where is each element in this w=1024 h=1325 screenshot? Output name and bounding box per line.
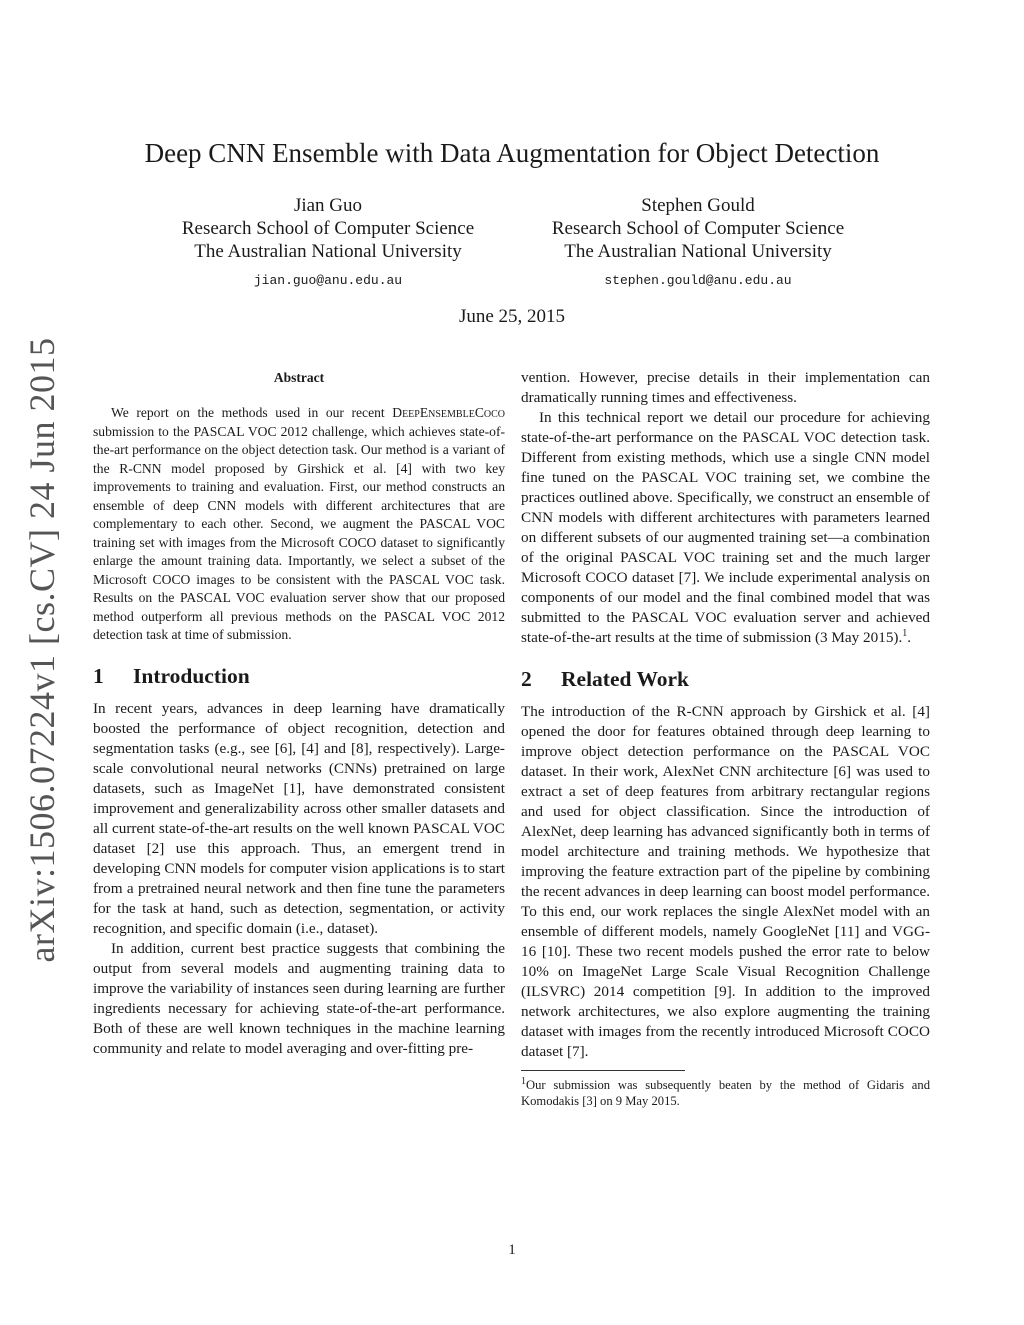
author-block-2 — [508, 194, 888, 292]
author-name: Jian Guo — [293, 195, 363, 216]
author-name: Stephen Gould — [641, 195, 755, 216]
author-affiliation: Research School of Computer Science — [181, 218, 475, 239]
method-name: DeepEnsembleCoco — [392, 405, 505, 420]
footnote: $^1$Our submission was subsequently beaten by the method of Gidaris and Komodakis [3] on 9 May 2015. — [521, 1075, 930, 1108]
right-column — [521, 368, 930, 1109]
paper-date: June 25, 2015 — [458, 306, 566, 327]
author-institution: The Australian National University — [564, 241, 832, 262]
intro-paragraph-1: In recent years, advances in deep learning have dramatically boosted the performance of object recognition, detection and segmentation tasks (e.g., see [6], [4] and [8], respectively). Large-scale convolutional neural networks (CNNs) pretrained on large datasets, such as ImageNet [1], have demonstrated consistent improvement and generalizability across other smaller datasets and all current state-of-the-art results on the well known PASCAL VOC dataset [2] use this approach. Thus, an emergent trend in developing CNN models for computer vision applications is to start from a pretrained neural network and then fine tune the parameters for the task at hand, such as detection, segmentation, or activity recognition, and specific domain (i.e., dataset). — [93, 699, 505, 937]
related-paragraph-1: The introduction of the R-CNN approach by Girshick et al. [4] opened the door for features obtained through deep learning to improve object detection performance on the PASCAL VOC dataset. In their work, AlexNet CNN architecture [6] was used to extract a set of deep features from arbitrary rectangular regions and used for object classification. Since the introduction of AlexNet, deep learning has advanced significantly both in terms of model architecture and training methods. We hypothesize that improving the feature extraction part of the pipeline by combining the recent advances in deep learning can boost model performance. To this end, our work replaces the single AlexNet model with an ensemble of different models, namely GoogleNet [11] and VGG-16 [10]. These two recent models pushed the error rate to below 10% on ImageNet Large Scale Visual Recognition Challenge (ILSVRC) 2014 competition [9]. In addition to the improved network architectures, we also explore augmenting the training dataset with images from the recently introduced Microsoft COCO dataset [7]. — [521, 703, 930, 1060]
abstract-heading: Abstract — [273, 370, 325, 385]
author-block-1 — [138, 194, 518, 292]
arxiv-sidebar — [20, 337, 64, 963]
author-institution: The Australian National University — [194, 241, 462, 262]
page-number: 1 — [508, 1242, 516, 1258]
footnote-marker: 1 — [902, 627, 908, 639]
intro-paragraph-2-continued: vention. However, precise details in their implementation can dramatically running times and effectiveness. — [521, 369, 930, 406]
author-email: jian.guo@anu.edu.au — [253, 273, 403, 288]
footnote-divider — [521, 1070, 685, 1071]
abstract-text: We report on the methods used in our recent DeepEnsembleCoco submission to the PASCAL VOC 2012 challenge, which achieves state-of-the-art performance on the object detection task. Our method is a variant of the R-CNN model proposed by Girshick et al. [4] with two key improvements to training and evaluation. First, our method constructs an ensemble of deep CNN models with different architectures that are complementary to each other. Second, we augment the PASCAL VOC training set with images from the Microsoft COCO dataset to significantly enlarge the amount training data. Importantly, we select a subset of the Microsoft COCO images to be consistent with the PASCAL VOC task. Results on the PASCAL VOC evaluation server show that our proposed method outperform all previous methods on the PASCAL VOC 2012 detection task at time of submission. — [93, 405, 505, 642]
author-email: stephen.gould@anu.edu.au — [604, 273, 792, 288]
paper-title: Deep CNN Ensemble with Data Augmentation for Object Detection — [144, 138, 880, 168]
left-column — [93, 368, 505, 1059]
author-affiliation: Research School of Computer Science — [551, 218, 845, 239]
arxiv-identifier: arXiv:1506.07224v1 [cs.CV] 24 Jun 2015 — [22, 337, 62, 963]
section-heading-related-work: 2 Related Work — [521, 667, 690, 691]
intro-paragraph-3: In this technical report we detail our procedure for achieving state-of-the-art performance on the PASCAL VOC detection task. Different from existing methods, which use a single CNN model fine tuned on the PASCAL VOC training set, we combine the practices outlined above. Specifically, we construct an ensemble of CNN models with different architectures with parameters learned on different subsets of our augmented training set—a combination of the original PASCAL VOC training set and the much larger Microsoft COCO dataset [7]. We include experimental analysis on components of our model and the final combined model that was submitted to the PASCAL VOC evaluation server and achieved state-of-the-art results at the time of submission (3 May 2015).$^1$. — [521, 409, 930, 646]
section-heading-introduction: 1 Introduction — [93, 663, 250, 688]
intro-paragraph-2: In addition, current best practice suggests that combining the output from several models and augmenting training data to improve the variability of instances seen during learning are further ingredients necessary for achieving state-of-the-art performance. Both of these are well known techniques in the machine learning community and relate to model averaging and over-fitting pre- — [93, 939, 505, 1057]
